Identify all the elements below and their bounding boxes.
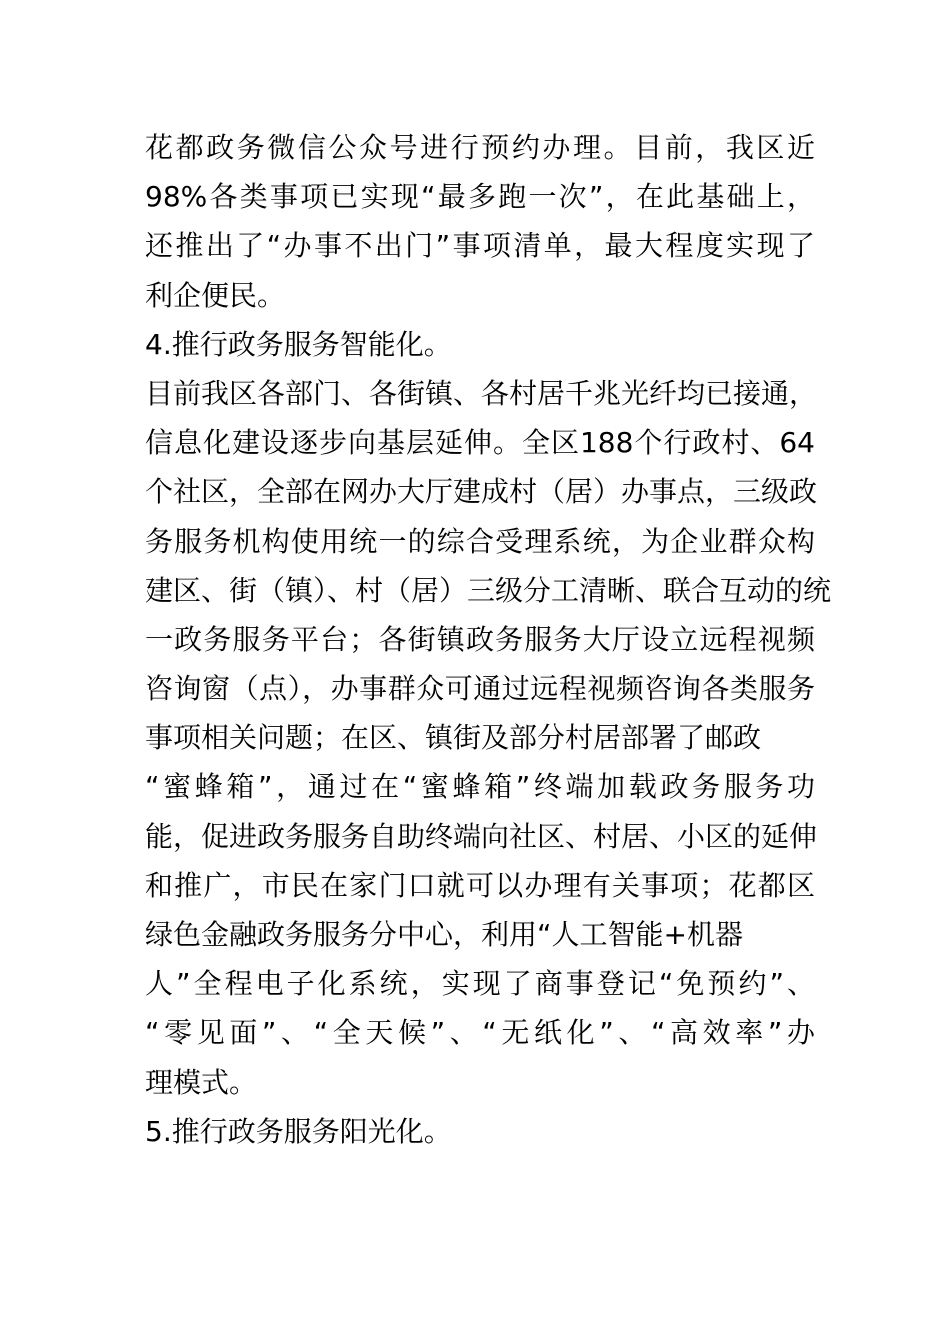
text-line: 人”全程电子化系统，实现了商事登记“免预约”、 <box>145 967 815 1001</box>
text-line: “蜜蜂箱”，通过在“蜜蜂箱”终端加载政务服务功 <box>145 770 815 804</box>
text-line: 绿色金融政务服务分中心，利用“人工智能+机器 <box>145 918 743 951</box>
text-line: 花都政务微信公众号进行预约办理。目前，我区近 <box>145 131 815 164</box>
text-line: 目前我区各部门、各街镇、各村居千兆光纤均已接通， <box>145 376 818 410</box>
text-line: 个社区，全部在网办大厅建成村（居）办事点，三级政 <box>145 475 818 509</box>
text-line: 信息化建设逐步向基层延伸。全区188个行政村、64 <box>145 426 815 460</box>
text-line: 一政务服务平台；各街镇政务服务大厅设立远程视频 <box>145 622 815 656</box>
text-line: 建区、街（镇）、村（居）三级分工清晰、联合互动的统 <box>145 573 832 607</box>
text-line: 事项相关问题；在区、镇街及部分村居部署了邮政 <box>145 721 762 755</box>
text-line: 能，促进政务服务自助终端向社区、村居、小区的延伸 <box>145 819 818 853</box>
section-heading: 5.推行政务服务阳光化。 <box>145 1114 452 1148</box>
text-line: 还推出了“办事不出门”事项清单，最大程度实现了 <box>145 229 815 263</box>
text-line: 务服务机构使用统一的综合受理系统，为企业群众构 <box>145 524 815 558</box>
body-text <box>145 123 832 1156</box>
text-line: 和推广，市民在家门口就可以办理有关事项；花都区 <box>145 868 815 902</box>
text-line: 98%各类事项已实现“最多跑一次”，在此基础上， <box>145 180 815 214</box>
section-heading: 4.推行政务服务智能化。 <box>145 327 452 361</box>
text-line: 咨询窗（点），办事群众可通过远程视频咨询各类服务 <box>145 672 815 706</box>
text-line: “零见面”、“全天候”、“无纸化”、“高效率”办 <box>145 1016 815 1050</box>
text-line: 利企便民。 <box>145 278 286 312</box>
text-line: 理模式。 <box>145 1065 258 1099</box>
